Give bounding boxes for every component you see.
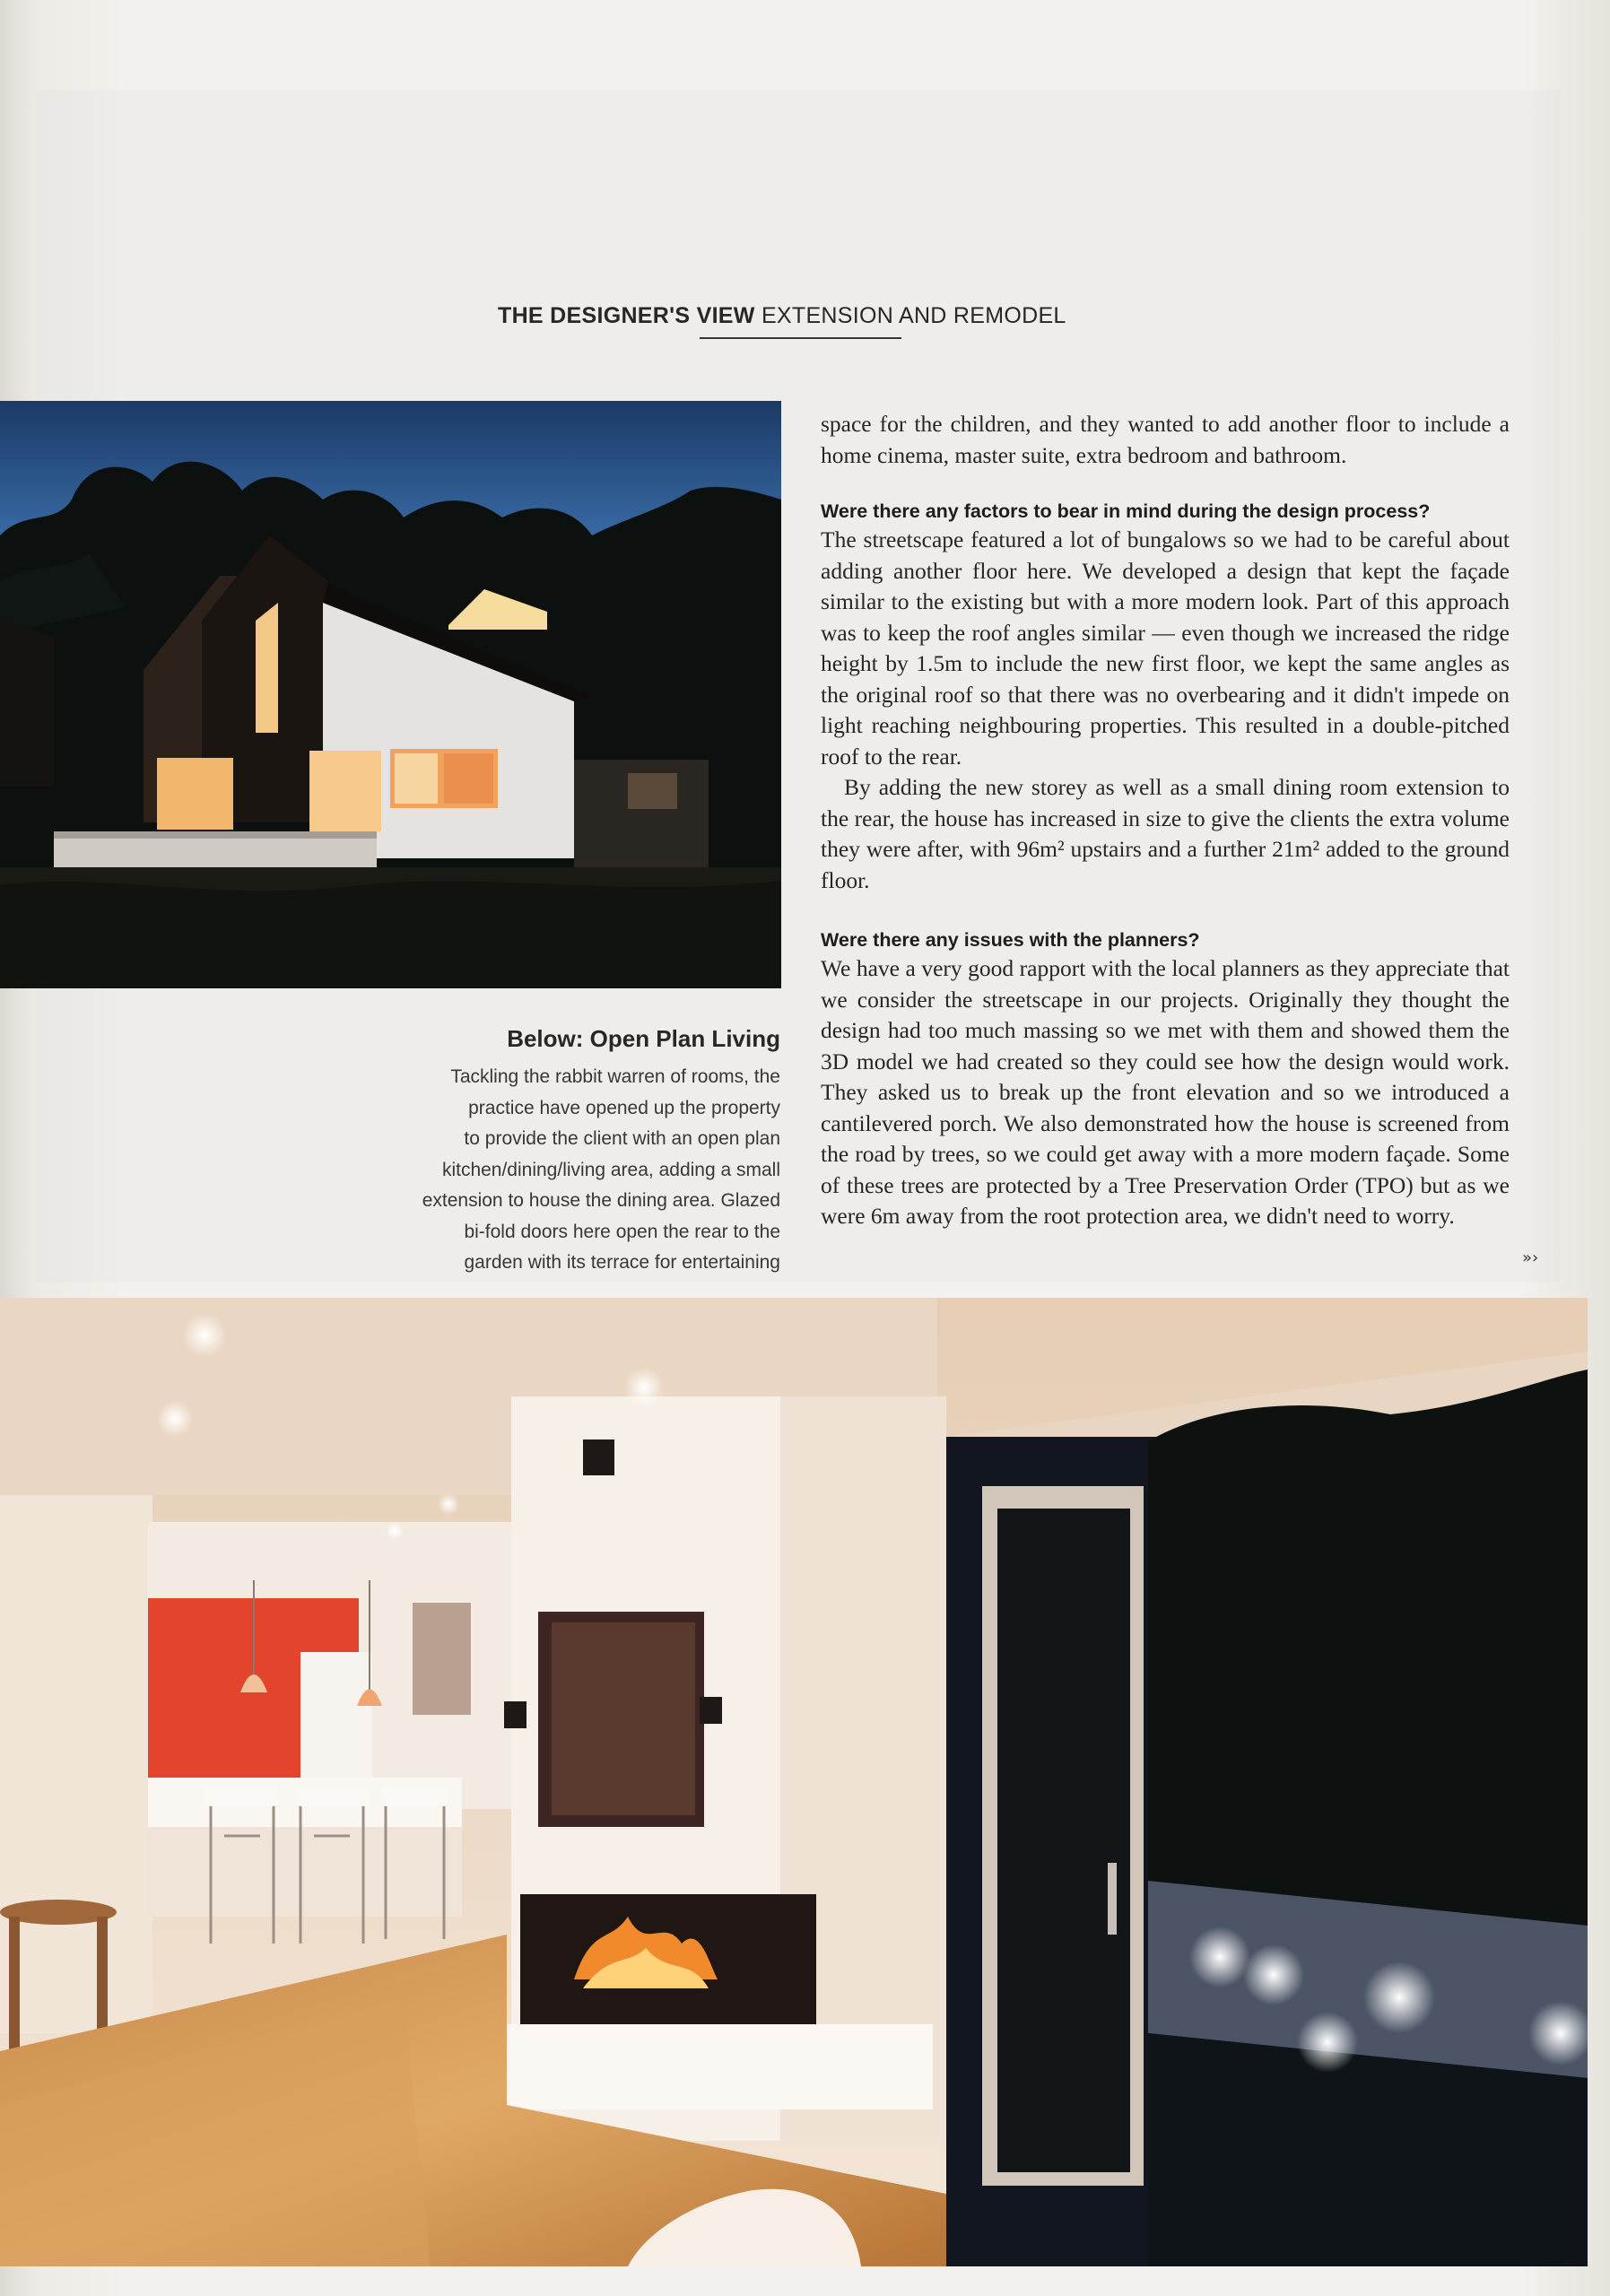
article-paragraph-2: The streetscape featured a lot of bungalows so we had to be careful about adding another floor here. We developed a design that kept the façade similar to the existing but with a more modern look. Part of this approach was to keep the roof angles similar — even though we increased the ridge height by 1.5m to include the new first floor, we kept the same angles as the original roof so that there was no overbearing and it didn't impede on light reaching neighbouring properties. This resulted in a double-pitched roof to the rear. — [821, 526, 1510, 770]
interior-illustration — [0, 1298, 1588, 2266]
house-exterior-illustration — [0, 401, 781, 988]
article-paragraph-4: We have a very good rapport with the local planners as they appreciate that we consider the streetscape in our projects. Originally they thought the design had too much massing so we met with them and showed them the 3D model we had created so they could see how the design would work. They asked us to break up the front elevation and so we introduced a cantilevered porch. We also demonstrated how the house is screened from the road by trees, so we could get away with a more modern façade. Some of these trees are protected by a Tree Preservation Order (TPO) but as we were 6m away from the root protection area, we didn't need to worry. — [821, 955, 1510, 1229]
running-head-topic: EXTENSION AND REMODEL — [761, 303, 1066, 328]
interior-living-photo — [0, 1298, 1588, 2266]
article-paragraph-3: By adding the new storey as well as a small dining room extension to the rear, the house has increased in size to give the clients the extra volume they were after, with 96m² upstairs and a further 21m² added to the ground floor. — [821, 774, 1510, 893]
interview-question-1: Were there any factors to bear in mind during the design process? — [821, 500, 1431, 522]
interview-question-2: Were there any issues with the planners? — [821, 929, 1200, 951]
article-paragraph-1: space for the children, and they wanted to add another floor to include a home cinema, master suite, extra bedroom and bathroom. — [821, 411, 1510, 468]
article-column — [821, 409, 1510, 1232]
photo-caption — [332, 1025, 780, 1279]
caption-text: Tackling the rabbit warren of rooms, the practice have opened up the property to provide the client with an open plan kitchen/dining/living area, adding a small extension to house the dining area. Glazed bi-fold doors here open the rear to the garden with its terrace for entertaining — [422, 1066, 780, 1273]
running-head-underline — [700, 337, 901, 339]
caption-title: Below: Open Plan Living — [507, 1025, 780, 1052]
house-exterior-photo — [0, 401, 781, 988]
running-head-section: THE DESIGNER'S VIEW — [498, 303, 755, 328]
continue-arrow-icon: »› — [1522, 1248, 1539, 1267]
running-head — [498, 303, 1066, 329]
